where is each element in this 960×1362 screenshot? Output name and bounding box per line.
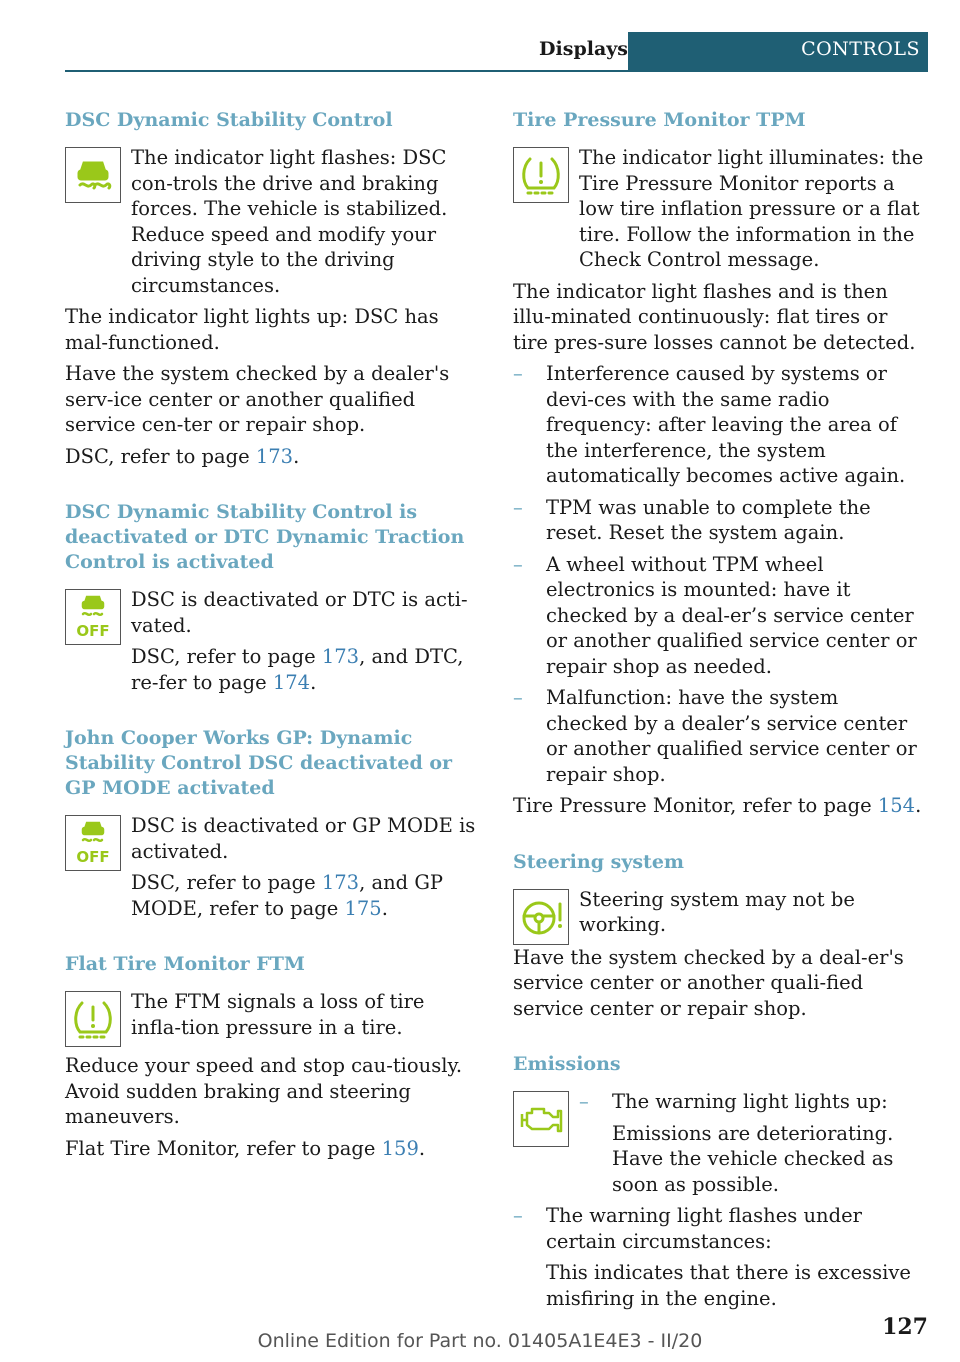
tpm-heading: Tire Pressure Monitor TPM <box>513 109 806 131</box>
steering-heading: Steering system <box>513 850 685 873</box>
right-column <box>513 108 925 1342</box>
tpm-list <box>513 361 925 787</box>
svg-text:OFF: OFF <box>76 848 110 866</box>
emissions-item1-body: Emissions are deteriorating. Have the vehicle checked as soon as possible. <box>612 1121 894 1196</box>
steering-text-1: Steering system may not be working. <box>579 887 855 936</box>
list-item: – The warning light lights up: <box>579 1090 888 1113</box>
list-item: – TPM was unable to complete the reset. Reset the system again. <box>513 495 871 544</box>
jcw-section <box>65 726 477 921</box>
ftm-heading: Flat Tire Monitor FTM <box>65 953 305 975</box>
jcw-heading: John Cooper Works GP: Dynamic Stability Control DSC deactivated or GP MODE activated <box>65 727 453 799</box>
page-link[interactable]: 173 <box>321 645 360 668</box>
list-item: – Malfunction: have the system checked by a dealer’s service center or another qualified service center or repair shop. <box>513 686 917 786</box>
dsc-off-heading: DSC Dynamic Stability Control is deactivated or DTC Dynamic Traction Control is activated <box>65 501 465 573</box>
steering-text-2: Have the system checked by a deal-er's service center or another quali-fied service center or repair shop. <box>513 945 904 1020</box>
tpm-text-2: The indicator light flashes and is then illu-minated continuously: flat tires or tire pres-sure losses cannot be detected. <box>513 279 916 354</box>
dsc-off-icon <box>65 589 121 645</box>
page-link[interactable]: 173 <box>321 871 360 894</box>
chapter-tab: CONTROLS <box>628 32 928 70</box>
dsc-off-text: DSC is deactivated or DTC is acti-vated. <box>131 588 468 637</box>
dsc-section <box>65 108 477 469</box>
dsc-heading: DSC Dynamic Stability Control <box>65 109 393 131</box>
dsc-off-reference: DSC, refer to page 173, and DTC, re-fer to page 174. <box>131 645 464 694</box>
left-column <box>65 108 477 1192</box>
ftm-section <box>65 952 477 1161</box>
tpm-text-1: The indicator light illuminates: the Tire Pressure Monitor reports a low tire inflation pressure or a flat tire. Follow the information in the Check Control message. <box>579 146 924 271</box>
emissions-item2-body: This indicates that there is excessive misfiring in the engine. <box>546 1261 911 1310</box>
footer: Online Edition for Part no. 01405A1E4E3 - II/20 <box>257 1330 703 1352</box>
jcw-reference: DSC, refer to page 173, and GP MODE, refer to page 175. <box>131 871 444 920</box>
dsc-off-icon <box>65 815 121 871</box>
page-link[interactable]: 174 <box>272 670 311 694</box>
page-link[interactable]: 159 <box>381 1136 419 1160</box>
dsc-text-1: The indicator light flashes: DSC con-trols the drive and braking forces. The vehicle is stabilized. Reduce speed and modify your driving style to the driving circumstances. <box>131 146 448 297</box>
ftm-text-2: Reduce your speed and stop cau-tiously. Avoid sudden braking and steering maneuvers. <box>65 1054 463 1128</box>
dsc-car-skid-icon <box>65 147 121 203</box>
list-item: – Interference caused by systems or devi-ces with the same radio frequency: after leaving the area of the interference, the system automatically becomes active again. <box>513 362 906 487</box>
ftm-reference: Flat Tire Monitor, refer to page 159. <box>65 1136 426 1160</box>
page-link[interactable]: 154 <box>877 794 916 817</box>
tpm-section <box>513 108 925 819</box>
dsc-text-3: Have the system checked by a dealer's serv-ice center or another qualified service cen-ter or repair shop. <box>65 362 450 436</box>
page-link[interactable]: 175 <box>344 896 382 920</box>
steering-warning-icon <box>513 889 569 945</box>
tire-pressure-warning-icon <box>513 147 569 203</box>
emissions-heading: Emissions <box>513 1053 621 1075</box>
dsc-text-2: The indicator light lights up: DSC has mal-functioned. <box>65 305 439 354</box>
steering-section <box>513 850 925 1022</box>
list-item: – The warning light flashes under certain circumstances: <box>513 1204 862 1253</box>
header-rule <box>65 70 928 72</box>
jcw-text: DSC is deactivated or GP MODE is activated. <box>131 814 476 863</box>
list-item: – A wheel without TPM wheel electronics is mounted: have it checked by a deal-er’s service center or another qualified service center or repair shop as needed. <box>513 552 917 678</box>
dsc-off-section <box>65 500 477 695</box>
svg-text:OFF: OFF <box>76 622 110 640</box>
ftm-text-1: The FTM signals a loss of tire infla-tion pressure in a tire. <box>131 990 425 1039</box>
tpm-reference: Tire Pressure Monitor, refer to page 154. <box>513 794 922 817</box>
page-number: 127 <box>882 1314 928 1340</box>
page-header <box>65 32 928 72</box>
page-link[interactable]: 173 <box>255 444 294 468</box>
engine-check-icon <box>513 1091 569 1147</box>
emissions-section <box>513 1052 925 1311</box>
tire-pressure-warning-icon <box>65 991 121 1047</box>
dsc-reference: DSC, refer to page 173. <box>65 444 300 468</box>
section-title: Displays <box>539 38 628 60</box>
